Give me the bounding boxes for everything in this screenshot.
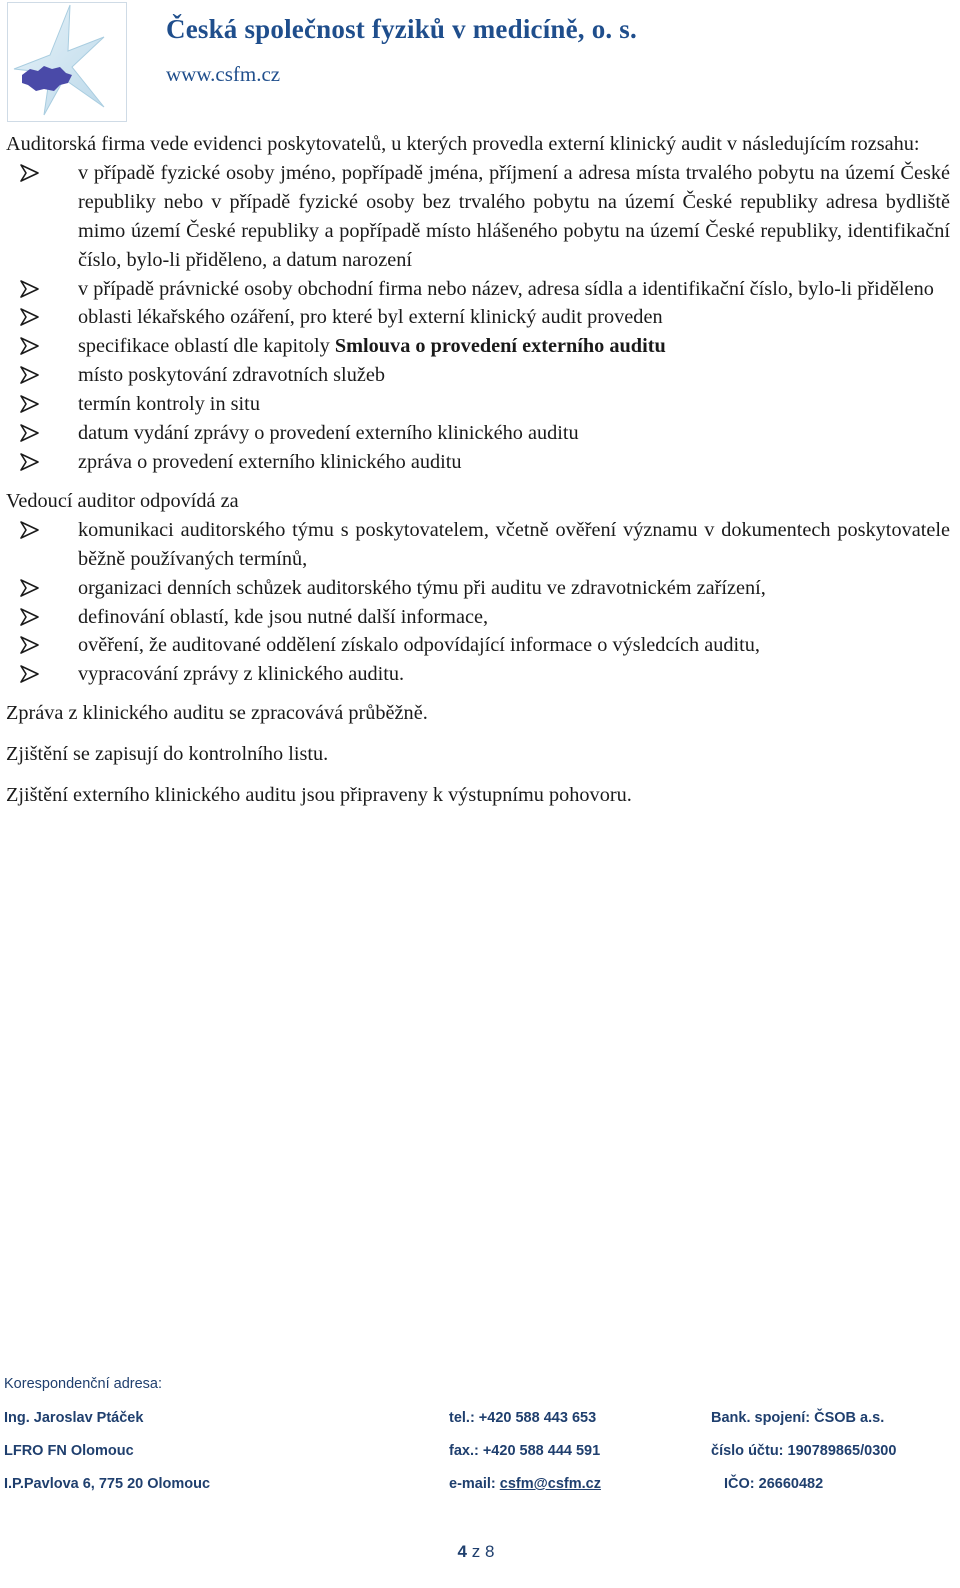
csfm-logo — [7, 2, 127, 122]
arrow-bullet-icon — [18, 448, 42, 476]
star-map-logo-icon — [8, 3, 126, 121]
list-item — [6, 275, 950, 304]
paragraph: Zjištění se zapisují do kontrolního listu. — [6, 743, 329, 766]
list-item — [6, 448, 950, 477]
list-item — [6, 574, 950, 603]
arrow-bullet-icon — [18, 332, 42, 360]
arrow-bullet-icon — [18, 631, 42, 659]
list-item — [6, 332, 950, 361]
page-separator: z — [471, 1542, 481, 1561]
list-item-text: datum vydání zprávy o provedení externího klinického auditu — [78, 422, 579, 445]
arrow-bullet-icon — [18, 419, 42, 447]
list-item — [6, 361, 950, 390]
list-item-text: vypracování zprávy z klinického auditu. — [78, 663, 405, 686]
section1-intro: Auditorská firma vede evidenci poskytovatelů, u kterých provedla externí klinický audit v následujícím rozsahu: — [6, 133, 920, 155]
arrow-bullet-icon — [18, 159, 42, 187]
page-number — [0, 1542, 952, 1562]
list-item-text: zpráva o provedení externího klinického auditu — [78, 450, 462, 473]
list-item — [6, 631, 950, 660]
arrow-bullet-icon — [18, 361, 42, 389]
list-item-text: v případě právnické osoby obchodní firma nebo název, adresa sídla a identifikační číslo, bylo-li přiděleno — [78, 277, 934, 300]
website-url: www.csfm.cz — [166, 62, 281, 86]
paragraph: Zjištění externího klinického auditu jsou připraveny k výstupnímu pohovoru. — [6, 784, 632, 807]
list-item — [6, 660, 950, 689]
list-item-text: místo poskytování zdravotních služeb — [78, 364, 385, 387]
list-item-text: specifikace oblastí dle kapitoly — [78, 335, 335, 358]
current-page: 4 — [457, 1542, 468, 1561]
section1-list — [6, 159, 950, 477]
arrow-bullet-icon — [18, 660, 42, 688]
email-label: e-mail: — [449, 1476, 500, 1492]
list-item-text: organizaci denních schůzek auditorského týmu při auditu ve zdravotnickém zařízení, — [78, 576, 766, 599]
arrow-bullet-icon — [18, 516, 42, 544]
list-item-text: definování oblastí, kde jsou nutné další informace, — [78, 605, 489, 628]
section2-intro: Vedoucí auditor odpovídá za — [6, 489, 239, 512]
document-body — [6, 130, 950, 810]
list-item-text: termín kontroly in situ — [78, 393, 260, 416]
arrow-bullet-icon — [18, 390, 42, 418]
arrow-bullet-icon — [18, 275, 42, 303]
paragraph: Zpráva z klinického auditu se zpracovává průběžně. — [6, 702, 428, 725]
email-link[interactable]: csfm@csfm.cz — [499, 1476, 601, 1492]
list-item-text: oblasti lékařského ozáření, pro které byl externí klinický audit proveden — [78, 306, 663, 329]
contact-address: I.P.Pavlova 6, 775 20 Olomouc — [4, 1476, 211, 1492]
contact-email — [449, 1476, 601, 1492]
list-item — [6, 159, 950, 275]
arrow-bullet-icon — [18, 603, 42, 631]
contact-name: Ing. Jaroslav Ptáček — [4, 1410, 144, 1426]
organization-name: Česká společnost fyziků v medicíně, o. s. — [166, 14, 637, 44]
page-header — [0, 0, 960, 125]
contact-department: LFRO FN Olomouc — [4, 1443, 134, 1459]
bank-account: číslo účtu: 190789865/0300 — [711, 1443, 897, 1459]
list-item-text: komunikaci auditorského týmu s poskytovatelem, včetně ověření významu v dokumentech poskytovatele běžně používaných termínů, — [78, 518, 950, 570]
company-id: IČO: 26660482 — [724, 1476, 824, 1492]
list-item-text: ověření, že auditované oddělení získalo odpovídající informace o výsledcích auditu, — [78, 634, 761, 657]
list-item — [6, 419, 950, 448]
list-item — [6, 516, 950, 574]
list-item — [6, 303, 950, 332]
total-pages: 8 — [484, 1542, 495, 1561]
contact-fax: fax.: +420 588 444 591 — [449, 1443, 601, 1459]
chapter-reference: Smlouva o provedení externího auditu — [334, 335, 666, 358]
contact-phone: tel.: +420 588 443 653 — [449, 1410, 597, 1426]
list-item-text: v případě fyzické osoby jméno, popřípadě jména, příjmení a adresa místa trvalého pobytu na území České republiky nebo v případě fyzické osoby bez trvalého pobytu na území České republiky adresa bydliště mimo území České republiky a popřípadě místo hlášeného pobytu na území České republiky, identifikační číslo, bylo-li přiděleno, a datum narození — [78, 161, 950, 271]
correspondence-label: Korespondenční adresa: — [4, 1376, 162, 1392]
section2-list — [6, 516, 950, 689]
arrow-bullet-icon — [18, 303, 42, 331]
arrow-bullet-icon — [18, 574, 42, 602]
list-item — [6, 390, 950, 419]
bank-info: Bank. spojení: ČSOB a.s. — [711, 1410, 885, 1426]
list-item — [6, 603, 950, 632]
